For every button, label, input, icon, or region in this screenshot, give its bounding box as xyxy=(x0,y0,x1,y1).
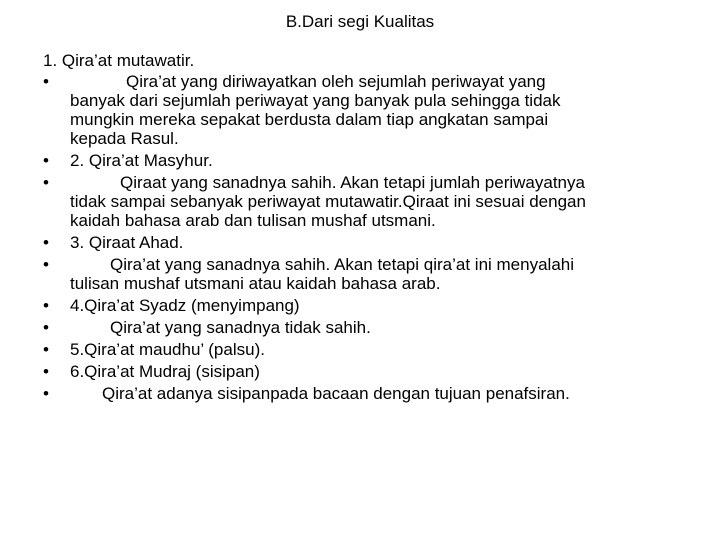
item-text-line: Qira’at adanya sisipanpada bacaan dengan tujuan penafsiran. xyxy=(102,384,570,403)
bullet-icon: • xyxy=(43,340,49,359)
item-text-line: Qira’at yang diriwayatkan oleh sejumlah periwayat yang xyxy=(126,72,546,91)
lead-heading: 1. Qira’at mutawatir. xyxy=(43,51,195,70)
item-text-line: banyak dari sejumlah periwayat yang banyak pula sehingga tidak xyxy=(70,91,561,110)
list-item xyxy=(43,384,693,403)
bullet-icon: • xyxy=(43,173,49,192)
bullet-icon: • xyxy=(43,362,49,381)
item-text-line: 4.Qira’at Syadz (menyimpang) xyxy=(70,296,300,315)
bullet-icon: • xyxy=(43,296,49,315)
bullet-icon: • xyxy=(43,384,49,403)
list-item xyxy=(43,173,693,230)
list-item xyxy=(43,72,693,148)
bullet-icon: • xyxy=(43,233,49,252)
item-text-line: kepada Rasul. xyxy=(70,129,179,148)
item-text-line: 6.Qira’at Mudraj (sisipan) xyxy=(70,362,260,381)
list-item xyxy=(43,340,693,359)
bullet-list xyxy=(43,72,693,406)
item-text-line: tulisan mushaf utsmani atau kaidah bahasa arab. xyxy=(70,274,441,293)
slide-title: B.Dari segi Kualitas xyxy=(285,12,435,31)
item-text-line: Qira’at yang sanadnya sahih. Akan tetapi qira’at ini menyalahi xyxy=(110,255,575,274)
list-item xyxy=(43,233,693,252)
list-item xyxy=(43,362,693,381)
item-text-line: kaidah bahasa arab dan tulisan mushaf utsmani. xyxy=(70,211,436,230)
item-text-line: 5.Qira’at maudhu’ (palsu). xyxy=(70,340,265,359)
item-text-line: 2. Qira’at Masyhur. xyxy=(70,151,213,170)
list-item xyxy=(43,255,693,293)
list-item xyxy=(43,318,693,337)
item-text-line: Qiraat yang sanadnya sahih. Akan tetapi jumlah periwayatnya xyxy=(120,173,585,192)
item-text-line: Qira’at yang sanadnya tidak sahih. xyxy=(110,318,371,337)
item-text-line: tidak sampai sebanyak periwayat mutawatir.Qiraat ini sesuai dengan xyxy=(70,192,586,211)
bullet-icon: • xyxy=(43,151,49,170)
bullet-icon: • xyxy=(43,318,49,337)
list-item xyxy=(43,151,693,170)
item-text-line: mungkin mereka sepakat berdusta dalam tiap angkatan sampai xyxy=(70,110,549,129)
list-item xyxy=(43,296,693,315)
bullet-icon: • xyxy=(43,255,49,274)
bullet-icon: • xyxy=(43,72,49,91)
item-text-line: 3. Qiraat Ahad. xyxy=(70,233,184,252)
